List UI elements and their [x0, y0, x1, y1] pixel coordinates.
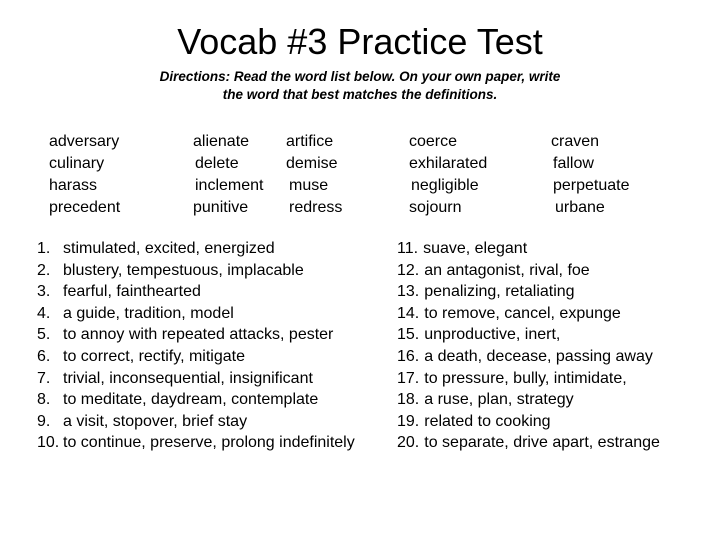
definition-number: 20.: [397, 434, 420, 452]
definition-text: a guide, tradition, model: [63, 304, 234, 322]
definition-item: [397, 432, 660, 454]
definition-item: [397, 238, 660, 260]
word-bank-item: punitive: [193, 199, 249, 216]
definitions-left: [37, 238, 355, 454]
word-bank-item: craven: [551, 133, 600, 150]
definition-item: [397, 260, 660, 282]
word-bank-item: redress: [289, 199, 343, 216]
definition-number: 11.: [397, 240, 419, 257]
definition-number: 16.: [397, 347, 420, 365]
definition-item: [37, 260, 355, 282]
definition-item: [397, 411, 660, 433]
word-bank-item: perpetuate: [553, 177, 630, 194]
word-bank-item: urbane: [555, 199, 605, 216]
definition-text: to correct, rectify, mitigate: [63, 347, 245, 365]
definition-item: [397, 281, 660, 303]
word-bank-item: sojourn: [409, 199, 462, 216]
definition-number: 1.: [37, 240, 51, 257]
definition-item: [37, 303, 355, 325]
definition-item: [397, 368, 660, 390]
definition-text: to remove, cancel, expunge: [424, 304, 621, 322]
definition-text: to meditate, daydream, contemplate: [63, 391, 319, 409]
definition-text: penalizing, retaliating: [424, 283, 575, 301]
word-bank-item: precedent: [49, 199, 121, 216]
definition-number: 19.: [397, 412, 420, 430]
definition-number: 10.: [37, 434, 60, 452]
definition-number: 7.: [37, 369, 51, 387]
definition-number: 2.: [37, 261, 51, 279]
definition-text: to pressure, bully, intimidate,: [424, 369, 627, 387]
definition-item: [37, 324, 355, 346]
definition-text: a death, decease, passing away: [424, 347, 653, 365]
word-bank-item: inclement: [195, 177, 264, 194]
definition-text: related to cooking: [424, 412, 551, 430]
directions-line-1: Directions: Read the word list below. On your own paper, write: [159, 69, 561, 84]
definition-text: a visit, stopover, brief stay: [63, 412, 248, 430]
definition-item: [397, 389, 660, 411]
definition-text: stimulated, excited, energized: [63, 240, 275, 257]
definition-number: 13.: [397, 283, 420, 301]
definition-text: blustery, tempestuous, implacable: [63, 261, 304, 279]
word-bank-item: demise: [286, 155, 338, 172]
word-bank-item: coerce: [409, 133, 458, 150]
definition-item: [37, 238, 355, 260]
definition-item: [37, 368, 355, 390]
word-bank-item: harass: [49, 177, 98, 194]
word-bank-item: culinary: [49, 155, 105, 172]
directions-line-2: the word that best matches the definitions.: [222, 87, 498, 102]
definition-number: 3.: [37, 283, 51, 301]
definition-item: [397, 324, 660, 346]
definition-item: [37, 389, 355, 411]
definition-item: [37, 346, 355, 368]
definition-number: 18.: [397, 391, 420, 409]
word-bank-item: negligible: [411, 177, 479, 194]
word-bank: [0, 131, 720, 221]
word-bank-item: exhilarated: [409, 155, 488, 172]
definition-number: 4.: [37, 304, 51, 322]
word-bank-item: delete: [195, 155, 239, 172]
definition-item: [397, 303, 660, 325]
definition-item: [37, 432, 355, 454]
word-bank-item: artifice: [286, 133, 334, 150]
definition-text: an antagonist, rival, foe: [424, 261, 590, 279]
definition-number: 15.: [397, 326, 420, 344]
definition-text: to annoy with repeated attacks, pester: [63, 326, 334, 344]
definition-text: trivial, inconsequential, insignificant: [63, 369, 313, 387]
definition-item: [37, 411, 355, 433]
directions: [0, 68, 720, 104]
definition-text: to separate, drive apart, estrange: [424, 434, 660, 452]
definition-text: to continue, preserve, prolong indefinitely: [63, 434, 355, 452]
definition-text: suave, elegant: [423, 240, 528, 257]
definition-number: 17.: [397, 369, 420, 387]
word-bank-item: alienate: [193, 133, 250, 150]
definition-number: 8.: [37, 391, 51, 409]
definition-number: 9.: [37, 412, 51, 430]
definition-number: 14.: [397, 304, 420, 322]
definition-number: 12.: [397, 261, 420, 279]
definition-number: 6.: [37, 347, 51, 365]
definition-text: unproductive, inert,: [424, 326, 561, 344]
definitions-right: [397, 238, 660, 454]
definition-text: fearful, fainthearted: [63, 283, 201, 301]
definition-item: [37, 281, 355, 303]
definition-text: a ruse, plan, strategy: [424, 391, 574, 409]
definition-item: [397, 346, 660, 368]
word-bank-item: muse: [289, 177, 329, 194]
page-title: Vocab #3 Practice Test: [177, 21, 543, 62]
word-bank-item: adversary: [49, 133, 120, 150]
word-bank-item: fallow: [553, 155, 594, 172]
definition-number: 5.: [37, 326, 51, 344]
